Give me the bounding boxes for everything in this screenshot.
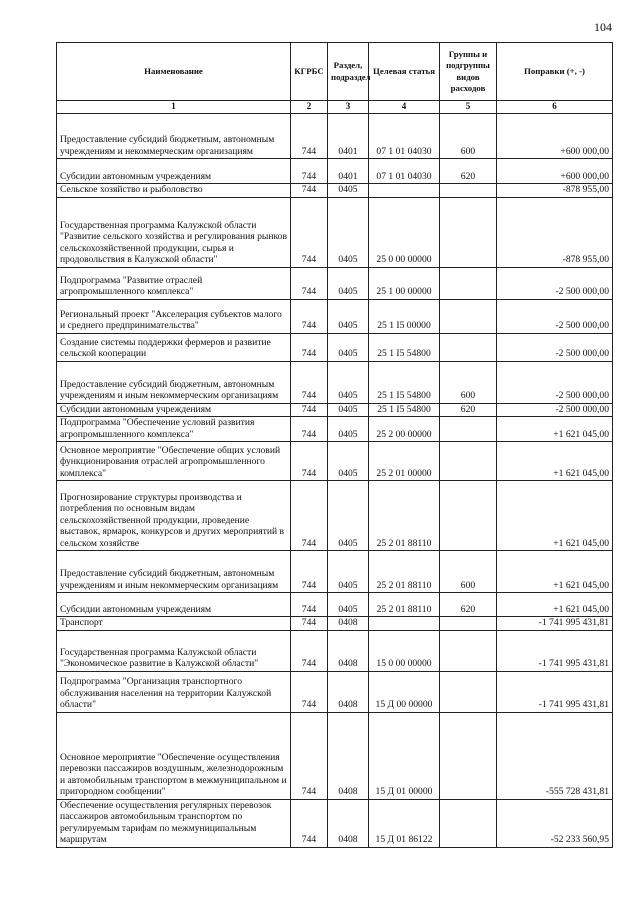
table-row bbox=[57, 551, 613, 593]
row-razdel: 0405 bbox=[328, 184, 369, 198]
table-row bbox=[57, 417, 613, 442]
row-group bbox=[440, 712, 497, 799]
row-target: 25 1 00 00000 bbox=[369, 267, 440, 299]
row-amount: +1 621 045,00 bbox=[497, 442, 613, 481]
table-row bbox=[57, 159, 613, 184]
table-row bbox=[57, 299, 613, 333]
row-group bbox=[440, 481, 497, 551]
row-amount: -2 500 000,00 bbox=[497, 299, 613, 333]
row-name: Субсидии автономным учреждениям bbox=[57, 593, 291, 617]
row-name: Предоставление субсидий бюджетным, автономным учреждениям и некоммерческим организациям bbox=[57, 114, 291, 159]
table-row bbox=[57, 403, 613, 417]
row-group: 620 bbox=[440, 593, 497, 617]
row-amount: -2 500 000,00 bbox=[497, 403, 613, 417]
row-amount: +600 000,00 bbox=[497, 114, 613, 159]
row-kgrbs: 744 bbox=[291, 159, 328, 184]
header-group: Группы и подгруппы видов расходов bbox=[440, 43, 497, 101]
column-number: 3 bbox=[328, 101, 369, 114]
row-name: Предоставление субсидий бюджетным, автономным учреждениям и иным некоммерческим организациям bbox=[57, 551, 291, 593]
header-razdel: Раздел, подраздел bbox=[328, 43, 369, 101]
column-number: 5 bbox=[440, 101, 497, 114]
row-amount: -1 741 995 431,81 bbox=[497, 630, 613, 671]
row-target: 07 1 01 04030 bbox=[369, 114, 440, 159]
row-group: 600 bbox=[440, 551, 497, 593]
row-kgrbs: 744 bbox=[291, 299, 328, 333]
row-amount: +600 000,00 bbox=[497, 159, 613, 184]
row-kgrbs: 744 bbox=[291, 617, 328, 631]
row-name: Подпрограмма "Организация транспортного обслуживания населения на территории Калужской области" bbox=[57, 671, 291, 712]
row-kgrbs: 744 bbox=[291, 671, 328, 712]
row-kgrbs: 744 bbox=[291, 267, 328, 299]
column-number: 4 bbox=[369, 101, 440, 114]
header-name: Наименование bbox=[57, 43, 291, 101]
row-kgrbs: 744 bbox=[291, 333, 328, 361]
row-group bbox=[440, 630, 497, 671]
row-name: Подпрограмма "Развитие отраслей агропромышленного комплекса" bbox=[57, 267, 291, 299]
row-name: Государственная программа Калужской области "Экономическое развитие в Калужской области" bbox=[57, 630, 291, 671]
row-kgrbs: 744 bbox=[291, 184, 328, 198]
row-name: Создание системы поддержки фермеров и развитие сельской кооперации bbox=[57, 333, 291, 361]
row-razdel: 0401 bbox=[328, 159, 369, 184]
row-name: Субсидии автономным учреждениям bbox=[57, 403, 291, 417]
row-kgrbs: 744 bbox=[291, 442, 328, 481]
page-number: 104 bbox=[594, 20, 612, 34]
row-target: 15 Д 01 00000 bbox=[369, 712, 440, 799]
row-kgrbs: 744 bbox=[291, 403, 328, 417]
row-name: Региональный проект "Акселерация субъектов малого и среднего предпринимательства" bbox=[57, 299, 291, 333]
table-row bbox=[57, 593, 613, 617]
header-row bbox=[57, 43, 613, 101]
row-kgrbs: 744 bbox=[291, 551, 328, 593]
row-amount: -1 741 995 431,81 bbox=[497, 617, 613, 631]
row-razdel: 0405 bbox=[328, 361, 369, 403]
row-kgrbs: 744 bbox=[291, 361, 328, 403]
row-amount: +1 621 045,00 bbox=[497, 481, 613, 551]
row-kgrbs: 744 bbox=[291, 417, 328, 442]
row-kgrbs: 744 bbox=[291, 197, 328, 267]
table-row bbox=[57, 184, 613, 198]
row-kgrbs: 744 bbox=[291, 593, 328, 617]
row-razdel: 0405 bbox=[328, 197, 369, 267]
row-group: 620 bbox=[440, 159, 497, 184]
table-row bbox=[57, 361, 613, 403]
header-amount: Поправки (+, -) bbox=[497, 43, 613, 101]
table-row bbox=[57, 630, 613, 671]
row-target: 25 1 I5 00000 bbox=[369, 299, 440, 333]
row-kgrbs: 744 bbox=[291, 481, 328, 551]
row-kgrbs: 744 bbox=[291, 712, 328, 799]
row-target: 25 2 01 88110 bbox=[369, 593, 440, 617]
row-group bbox=[440, 197, 497, 267]
table-body bbox=[57, 114, 613, 848]
row-razdel: 0408 bbox=[328, 799, 369, 847]
row-group bbox=[440, 617, 497, 631]
budget-table bbox=[56, 42, 613, 848]
row-target: 07 1 01 04030 bbox=[369, 159, 440, 184]
row-razdel: 0405 bbox=[328, 299, 369, 333]
row-kgrbs: 744 bbox=[291, 114, 328, 159]
row-razdel: 0405 bbox=[328, 551, 369, 593]
row-group: 600 bbox=[440, 114, 497, 159]
row-razdel: 0405 bbox=[328, 403, 369, 417]
row-amount: -2 500 000,00 bbox=[497, 333, 613, 361]
row-group bbox=[440, 184, 497, 198]
row-target: 15 Д 00 00000 bbox=[369, 671, 440, 712]
row-target: 25 2 01 00000 bbox=[369, 442, 440, 481]
row-target: 25 1 I5 54800 bbox=[369, 403, 440, 417]
row-razdel: 0408 bbox=[328, 671, 369, 712]
row-name: Подпрограмма "Обеспечение условий развития агропромышленного комплекса" bbox=[57, 417, 291, 442]
row-amount: -2 500 000,00 bbox=[497, 267, 613, 299]
column-numbers-row bbox=[57, 101, 613, 114]
row-name: Государственная программа Калужской области "Развитие сельского хозяйства и регулирования рынков сельскохозяйственной продукции, сырья и продовольствия в Калужской области" bbox=[57, 197, 291, 267]
row-razdel: 0408 bbox=[328, 712, 369, 799]
row-amount: +1 621 045,00 bbox=[497, 551, 613, 593]
column-number: 2 bbox=[291, 101, 328, 114]
header-target: Целевая статья bbox=[369, 43, 440, 101]
row-razdel: 0405 bbox=[328, 481, 369, 551]
row-name: Прогнозирование структуры производства и потребления по основным видам сельскохозяйственной продукции, проведение выставок, ярмарок, конкурсов и других мероприятий в сельском хозяйстве bbox=[57, 481, 291, 551]
row-target: 25 2 01 88110 bbox=[369, 551, 440, 593]
table-row bbox=[57, 617, 613, 631]
row-target: 15 0 00 00000 bbox=[369, 630, 440, 671]
row-amount: +1 621 045,00 bbox=[497, 593, 613, 617]
row-target: 25 1 I5 54800 bbox=[369, 333, 440, 361]
row-group bbox=[440, 671, 497, 712]
row-group bbox=[440, 799, 497, 847]
row-target: 25 2 00 00000 bbox=[369, 417, 440, 442]
table-row bbox=[57, 442, 613, 481]
row-amount: -2 500 000,00 bbox=[497, 361, 613, 403]
row-amount: -1 741 995 431,81 bbox=[497, 671, 613, 712]
table-row bbox=[57, 712, 613, 799]
table-row bbox=[57, 481, 613, 551]
row-razdel: 0405 bbox=[328, 267, 369, 299]
row-group: 600 bbox=[440, 361, 497, 403]
row-amount: -555 728 431,81 bbox=[497, 712, 613, 799]
row-target bbox=[369, 184, 440, 198]
row-group bbox=[440, 299, 497, 333]
row-target: 15 Д 01 86122 bbox=[369, 799, 440, 847]
row-target: 25 0 00 00000 bbox=[369, 197, 440, 267]
row-target bbox=[369, 617, 440, 631]
row-amount: -878 955,00 bbox=[497, 197, 613, 267]
row-razdel: 0405 bbox=[328, 333, 369, 361]
table-row bbox=[57, 333, 613, 361]
row-kgrbs: 744 bbox=[291, 799, 328, 847]
row-group bbox=[440, 333, 497, 361]
row-name: Обеспечение осуществления регулярных перевозок пассажиров автомобильным транспортом по регулируемым тарифам по межмуниципальным маршрутам bbox=[57, 799, 291, 847]
row-group bbox=[440, 417, 497, 442]
row-name: Транспорт bbox=[57, 617, 291, 631]
row-razdel: 0405 bbox=[328, 417, 369, 442]
table-row bbox=[57, 671, 613, 712]
row-razdel: 0408 bbox=[328, 617, 369, 631]
row-group: 620 bbox=[440, 403, 497, 417]
row-name: Предоставление субсидий бюджетным, автономным учреждениям и иным некоммерческим организациям bbox=[57, 361, 291, 403]
row-razdel: 0401 bbox=[328, 114, 369, 159]
table-row bbox=[57, 114, 613, 159]
row-razdel: 0408 bbox=[328, 630, 369, 671]
row-razdel: 0405 bbox=[328, 442, 369, 481]
row-amount: -878 955,00 bbox=[497, 184, 613, 198]
row-kgrbs: 744 bbox=[291, 630, 328, 671]
row-group bbox=[440, 267, 497, 299]
row-amount: +1 621 045,00 bbox=[497, 417, 613, 442]
row-razdel: 0405 bbox=[328, 593, 369, 617]
column-number: 1 bbox=[57, 101, 291, 114]
row-name: Субсидии автономным учреждениям bbox=[57, 159, 291, 184]
table-row bbox=[57, 267, 613, 299]
row-group bbox=[440, 442, 497, 481]
row-name: Сельское хозяйство и рыболовство bbox=[57, 184, 291, 198]
header-kgrbs: КГРБС bbox=[291, 43, 328, 101]
row-name: Основное мероприятие "Обеспечение осуществления перевозки пассажиров воздушным, железнодорожным и автомобильным транспортом в межмуниципальном и пригородном сообщении" bbox=[57, 712, 291, 799]
row-amount: -52 233 560,95 bbox=[497, 799, 613, 847]
row-name: Основное мероприятие "Обеспечение общих условий функционирования отраслей агропромышленного комплекса" bbox=[57, 442, 291, 481]
column-number: 6 bbox=[497, 101, 613, 114]
table-row bbox=[57, 197, 613, 267]
row-target: 25 2 01 88110 bbox=[369, 481, 440, 551]
row-target: 25 1 I5 54800 bbox=[369, 361, 440, 403]
table-row bbox=[57, 799, 613, 847]
